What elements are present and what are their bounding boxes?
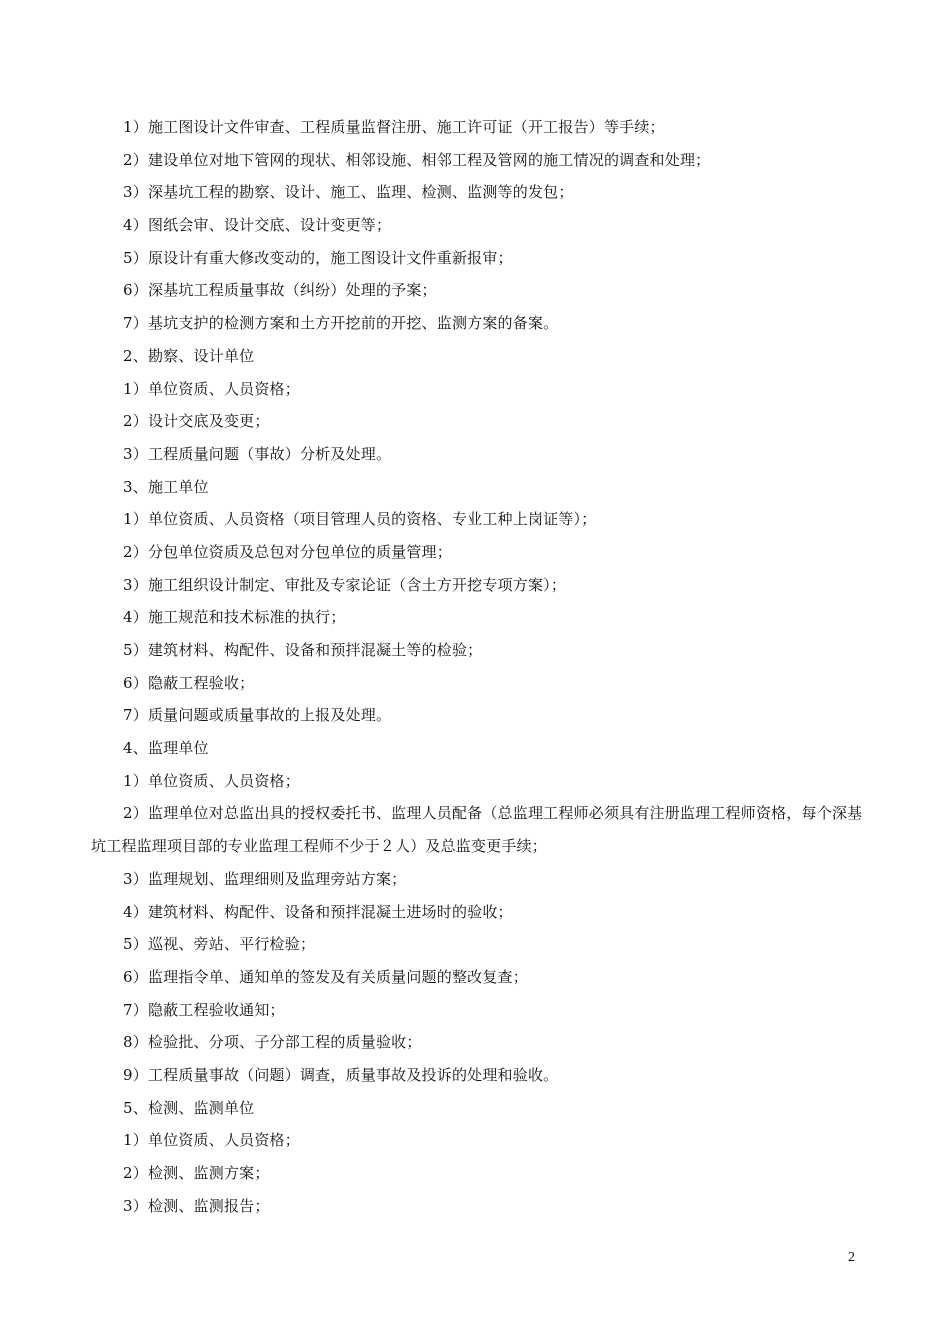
paragraph-line: 6）监理指令单、通知单的签发及有关质量问题的整改复查； (123, 967, 528, 986)
paragraph-line: 6）深基坑工程质量事故（纠纷）处理的予案； (123, 281, 437, 300)
paragraph-line: 3）深基坑工程的勘察、设计、施工、监理、检测、监测等的发包； (123, 183, 574, 202)
paragraph-line: 2）建设单位对地下管网的现状、相邻设施、相邻工程及管网的施工情况的调查和处理； (123, 150, 711, 169)
paragraph-line: 4）图纸会审、设计交底、设计变更等； (123, 216, 392, 235)
paragraph-line: 7）隐蔽工程验收通知； (123, 1000, 285, 1019)
paragraph-line: 4）建筑材料、构配件、设备和预拌混凝土进场时的验收； (123, 902, 513, 921)
paragraph-line: 1）施工图设计文件审查、工程质量监督注册、施工许可证（开工报告）等手续； (123, 118, 665, 136)
paragraph-line: 8）检验批、分项、子分部工程的质量验收； (123, 1033, 422, 1052)
body-text (91, 111, 871, 1222)
paragraph-line: 3）检测、监测报告； (123, 1196, 270, 1215)
section-heading: 4、监理单位 (123, 739, 209, 758)
paragraph-line: 2）监理单位对总监出具的授权委托书、监理人员配备（总监理工程师必须具有注册监理工程师资格，每个深基坑工程监理项目部的专业监理工程师不少于２人）及总监变更手续； (91, 804, 863, 856)
paragraph-line: 3）工程质量问题（事故）分析及处理。 (123, 444, 392, 463)
paragraph-line: 7）基坑支护的检测方案和土方开挖前的开挖、监测方案的备案。 (123, 314, 559, 333)
paragraph-line: 5）原设计有重大修改变动的，施工图设计文件重新报审； (123, 248, 513, 267)
section-heading: 5、检测、监测单位 (123, 1098, 255, 1117)
paragraph-line: 2）设计交底及变更； (123, 412, 270, 431)
paragraph-line: 9）工程质量事故（问题）调查，质量事故及投诉的处理和验收。 (123, 1065, 559, 1084)
paragraph-line: 7）质量问题或质量事故的上报及处理。 (123, 706, 392, 725)
paragraph-line: 2）检测、监测方案； (123, 1164, 270, 1183)
paragraph-line: 1）单位资质、人员资格（项目管理人员的资格、专业工种上岗证等）； (123, 510, 597, 529)
paragraph-line: 4）施工规范和技术标准的执行； (123, 608, 346, 627)
section-heading: 3、施工单位 (123, 477, 209, 496)
paragraph-line: 1）单位资质、人员资格； (123, 1131, 300, 1150)
paragraph-line: 2）分包单位资质及总包对分包单位的质量管理； (123, 542, 452, 561)
paragraph-line: 1）单位资质、人员资格； (123, 771, 300, 790)
paragraph-line: 1）单位资质、人员资格； (123, 379, 300, 398)
paragraph-line: 3）施工组织设计制定、审批及专家论证（含土方开挖专项方案）； (123, 575, 567, 594)
paragraph-line: 3）监理规划、监理细则及监理旁站方案； (123, 869, 407, 888)
section-heading: 2、勘察、设计单位 (123, 346, 255, 365)
paragraph-line: 6）隐蔽工程验收； (123, 673, 255, 692)
paragraph-line: 5）建筑材料、构配件、设备和预拌混凝土等的检验； (123, 641, 483, 659)
page-number: 2 (848, 1250, 855, 1265)
paragraph-line: 5）巡视、旁站、平行检验； (123, 935, 316, 954)
